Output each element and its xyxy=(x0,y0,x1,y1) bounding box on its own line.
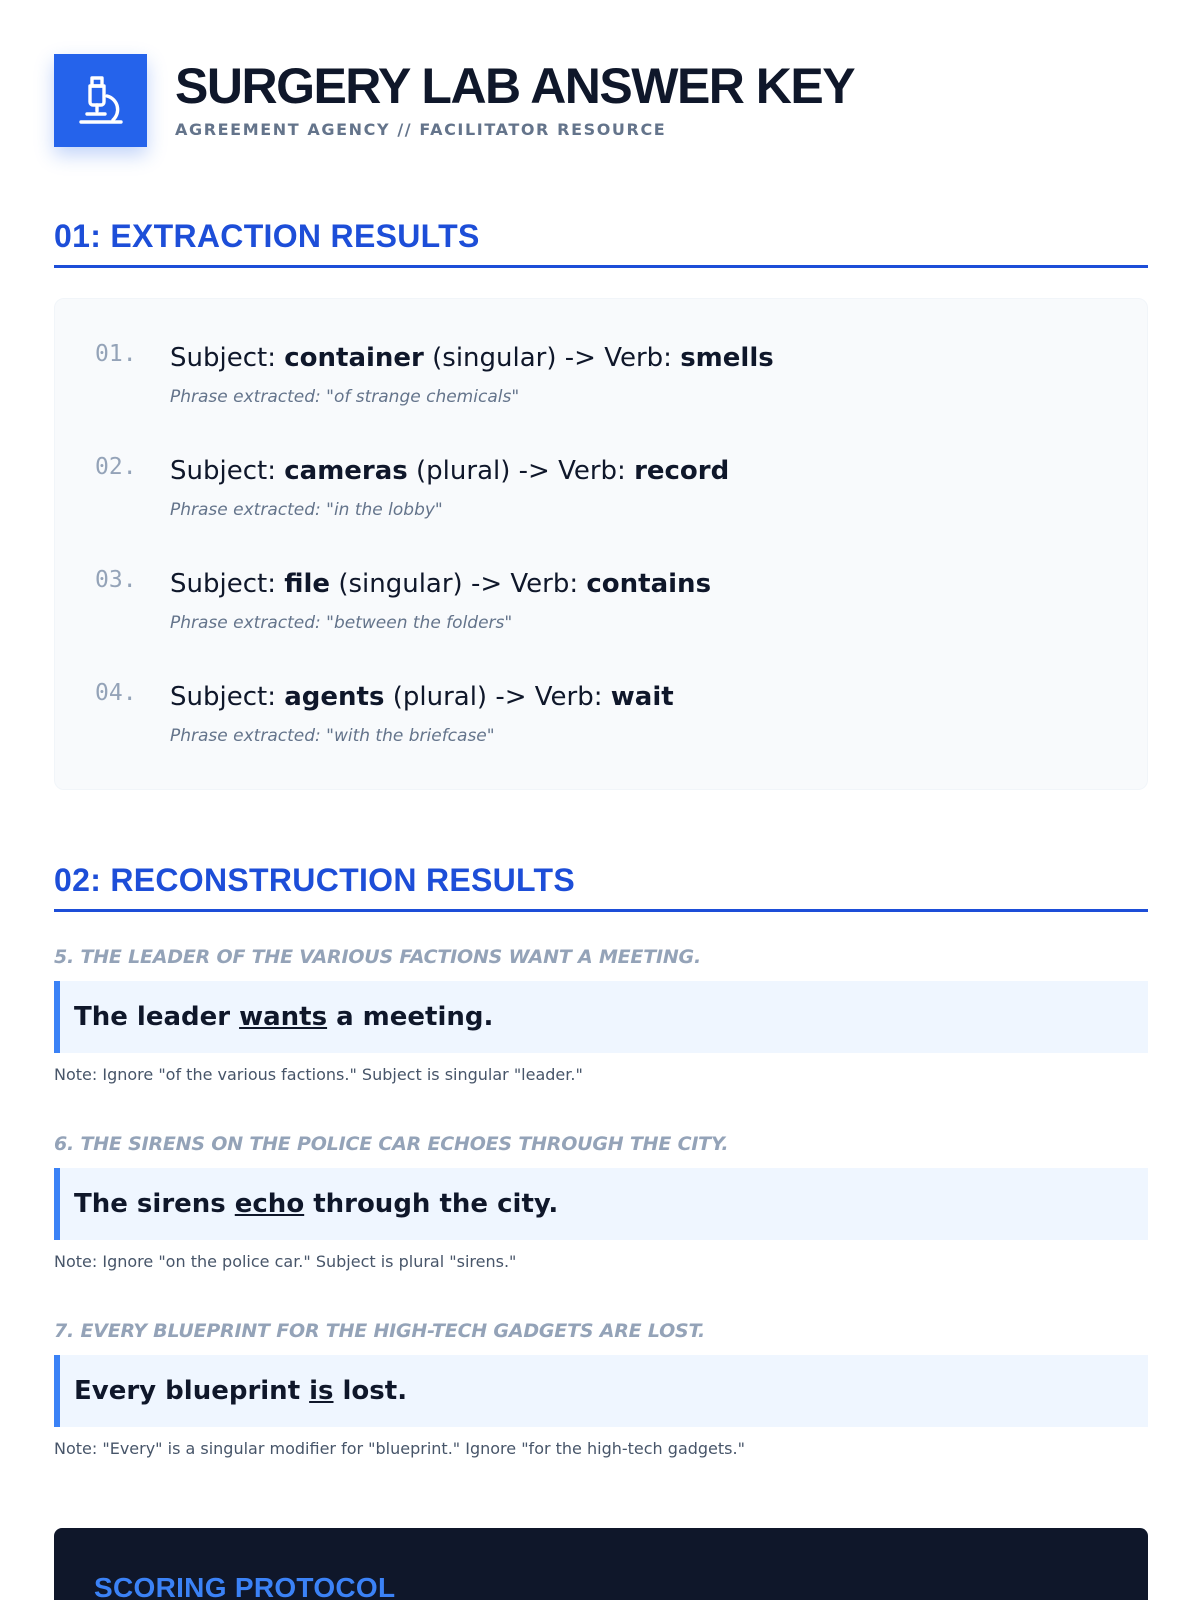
verb-word: record xyxy=(634,456,730,486)
scoring-heading: SCORING PROTOCOL xyxy=(94,1572,396,1600)
page-subtitle: AGREEMENT AGENCY // FACILITATOR RESOURCE xyxy=(175,120,667,139)
corrected-verb: is xyxy=(309,1376,334,1406)
verb-word: wait xyxy=(610,682,674,712)
answer-box: The leader wants a meeting. xyxy=(54,981,1148,1053)
item-analysis: Subject: agents (plural) -> Verb: wait xyxy=(170,682,674,712)
section-heading-reconstruction: 02: RECONSTRUCTION RESULTS xyxy=(54,862,1148,912)
subject-word: container xyxy=(284,343,424,373)
phrase-extracted: Phrase extracted: "in the lobby" xyxy=(170,500,443,520)
item-analysis: Subject: file (singular) -> Verb: contains xyxy=(170,569,712,599)
answer-note: Note: Ignore "of the various factions." Subject is singular "leader." xyxy=(54,1065,583,1084)
answer-box: Every blueprint is lost. xyxy=(54,1355,1148,1427)
corrected-verb: wants xyxy=(239,1002,328,1032)
item-number: 01. xyxy=(95,341,137,367)
item-number: 03. xyxy=(95,567,137,593)
phrase-extracted: Phrase extracted: "with the briefcase" xyxy=(170,726,495,746)
page-title: SURGERY LAB ANSWER KEY xyxy=(175,58,855,114)
section-heading-extraction: 01: EXTRACTION RESULTS xyxy=(54,218,1148,268)
verb-word: contains xyxy=(586,569,712,599)
subject-word: agents xyxy=(284,682,385,712)
scoring-panel xyxy=(54,1528,1148,1600)
page-header xyxy=(54,54,854,147)
question-text: 5. THE LEADER OF THE VARIOUS FACTIONS WANT A MEETING. xyxy=(54,946,701,968)
answer-note: Note: Ignore "on the police car." Subject is plural "sirens." xyxy=(54,1252,517,1271)
item-number: 04. xyxy=(95,680,137,706)
subject-word: cameras xyxy=(284,456,408,486)
verb-word: smells xyxy=(680,343,774,373)
phrase-extracted: Phrase extracted: "between the folders" xyxy=(170,613,513,633)
answer-note: Note: "Every" is a singular modifier for "blueprint." Ignore "for the high-tech gadgets." xyxy=(54,1439,745,1458)
phrase-extracted: Phrase extracted: "of strange chemicals" xyxy=(170,387,520,407)
extraction-results-panel xyxy=(54,298,1148,790)
logo xyxy=(54,54,147,147)
question-text: 7. EVERY BLUEPRINT FOR THE HIGH-TECH GADGETS ARE LOST. xyxy=(54,1320,706,1342)
item-analysis: Subject: cameras (plural) -> Verb: record xyxy=(170,456,730,486)
microscope-icon xyxy=(77,74,125,128)
corrected-verb: echo xyxy=(234,1189,305,1219)
subject-word: file xyxy=(284,569,331,599)
item-number: 02. xyxy=(95,454,137,480)
question-text: 6. THE SIRENS ON THE POLICE CAR ECHOES THROUGH THE CITY. xyxy=(54,1133,729,1155)
item-analysis: Subject: container (singular) -> Verb: smells xyxy=(170,343,774,373)
answer-box: The sirens echo through the city. xyxy=(54,1168,1148,1240)
